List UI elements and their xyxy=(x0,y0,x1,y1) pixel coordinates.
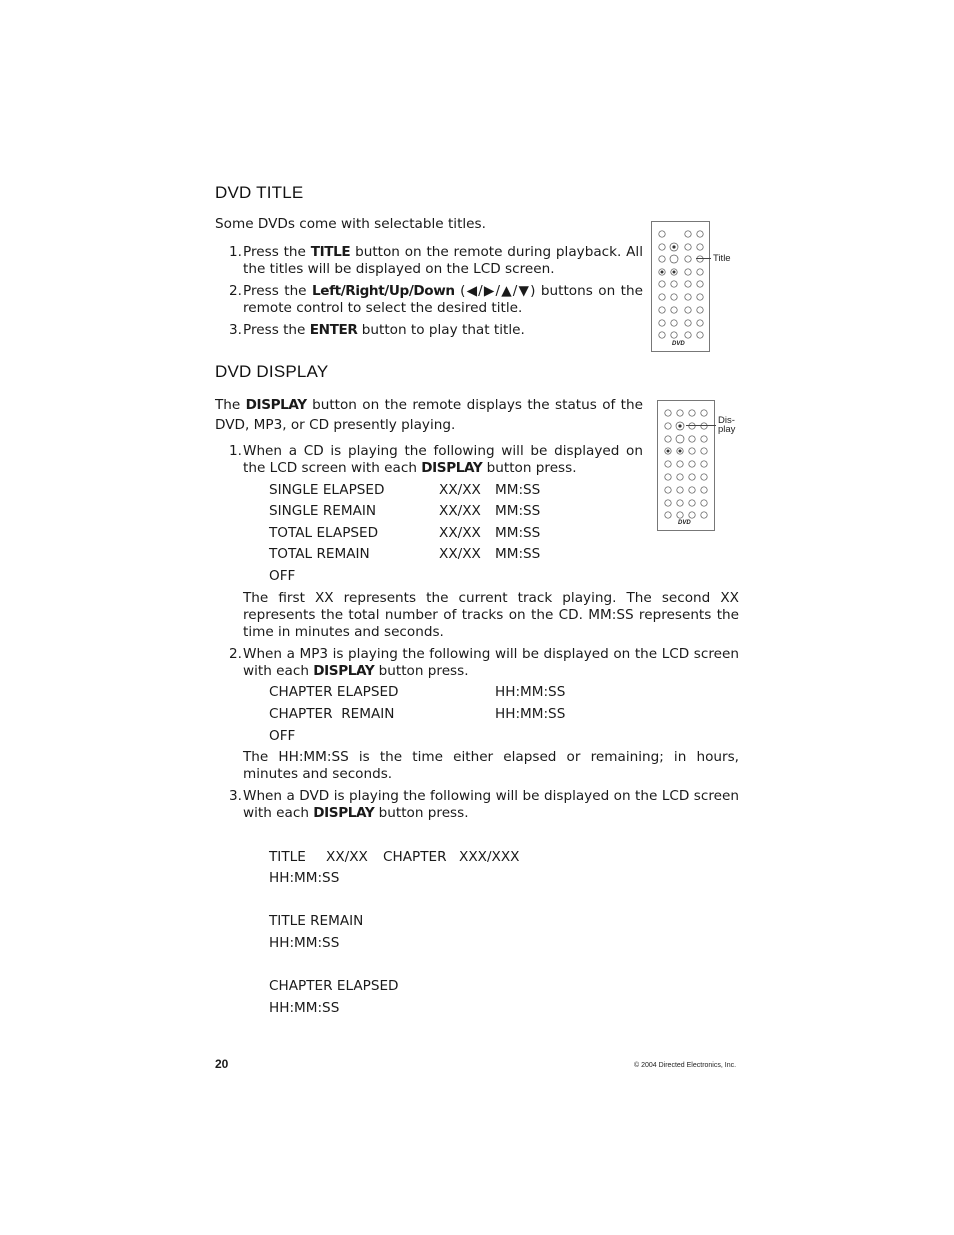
callout-line-title xyxy=(696,258,711,259)
step-text: button on the remote during playback. All the titles will be displayed on the LCD screen. xyxy=(243,244,643,277)
title-step-2 xyxy=(222,283,643,317)
cd-display-row xyxy=(269,546,569,563)
mp3-display-row xyxy=(269,706,589,723)
dvd-display-title-line xyxy=(269,849,569,866)
row-time: HH:MM:SS xyxy=(495,684,566,700)
title-button-ref: TITLE xyxy=(310,244,351,260)
cd-display-off: OFF xyxy=(269,568,296,584)
display-button-ref: DISPLAY xyxy=(421,460,483,476)
line-chapter: CHAPTER xyxy=(383,849,447,865)
mp3-note: The HH:MM:SS is the time either elapsed or remaining; in hours, minutes and seconds. xyxy=(243,749,739,782)
cd-note: The first XX represents the current track playing. The second XX represents the total number of tracks on the CD. MM:SS represents the time in minutes and seconds. xyxy=(243,590,739,640)
cd-display-row xyxy=(269,525,569,542)
step-text: Press the xyxy=(243,244,311,260)
remote-buttons-graphic xyxy=(658,401,714,530)
step-number: 3. xyxy=(229,322,242,338)
cd-display-row xyxy=(269,482,569,499)
dvd-display-time-1: HH:MM:SS xyxy=(269,870,340,886)
dvd-display-time-2: HH:MM:SS xyxy=(269,935,340,951)
display-step-3 xyxy=(222,788,739,822)
row-count: XX/XX xyxy=(439,503,481,519)
dvd-display-chapter-elapsed: CHAPTER ELAPSED xyxy=(269,978,399,994)
mp3-display-off: OFF xyxy=(269,728,296,744)
step-text: When a CD is playing the following will be displayed on the LCD screen with each xyxy=(243,443,643,476)
arrow-buttons-ref: Left/Right/Up/Down xyxy=(312,283,455,299)
page-number: 20 xyxy=(215,1057,229,1071)
row-time: MM:SS xyxy=(495,482,541,498)
section-heading-dvd-title: DVD TITLE xyxy=(215,183,304,202)
dvd-display-title-remain: TITLE REMAIN xyxy=(269,913,364,929)
row-label: CHAPTER ELAPSED xyxy=(269,684,399,700)
callout-title: Title xyxy=(713,253,731,264)
step-text: button to play that title. xyxy=(357,322,525,338)
copyright: © 2004 Directed Electronics, Inc. xyxy=(634,1062,737,1069)
cd-display-row xyxy=(269,503,569,520)
callout-line-display xyxy=(686,425,716,426)
remote-buttons-graphic xyxy=(652,222,709,351)
step-number: 3. xyxy=(229,788,242,804)
step-text: Press the xyxy=(243,322,310,338)
step-text: When a MP3 is playing the following will be displayed on the LCD screen with each xyxy=(243,646,739,679)
display-button-ref: DISPLAY xyxy=(313,663,375,679)
row-time: HH:MM:SS xyxy=(495,706,566,722)
row-count: XX/XX xyxy=(439,525,481,541)
title-step-3 xyxy=(222,322,643,339)
step-text: button press. xyxy=(482,460,577,476)
row-time: MM:SS xyxy=(495,525,541,541)
row-label: TOTAL ELAPSED xyxy=(269,525,379,541)
callout-display-line1: Dis- xyxy=(718,415,735,426)
step-text: buttons on the remote control to select the desired title. xyxy=(243,283,643,316)
display-step-1 xyxy=(222,443,643,477)
display-button-ref: DISPLAY xyxy=(245,397,307,413)
line-title: TITLE xyxy=(269,849,306,865)
display-intro xyxy=(215,395,643,435)
line-title-count: XX/XX xyxy=(326,849,368,865)
step-number: 1. xyxy=(229,443,242,459)
step-text: button press. xyxy=(374,805,469,821)
step-text: When a DVD is playing the following will be displayed on the LCD screen with each xyxy=(243,788,739,821)
remote-dvd-logo: DVD xyxy=(672,341,685,347)
step-number: 1. xyxy=(229,244,242,260)
row-count: XX/XX xyxy=(439,546,481,562)
step-text: button press. xyxy=(374,663,469,679)
mp3-display-row xyxy=(269,684,589,701)
intro-text: The xyxy=(215,397,246,413)
step-text: Press the xyxy=(243,283,313,299)
step-number: 2. xyxy=(229,283,242,299)
display-step-2 xyxy=(222,646,739,680)
row-time: MM:SS xyxy=(495,546,541,562)
dvd-display-time-3: HH:MM:SS xyxy=(269,1000,340,1016)
row-count: XX/XX xyxy=(439,482,481,498)
intro-text: button on the remote displays the status of the DVD, MP3, or CD presently playing. xyxy=(215,397,643,433)
display-button-ref: DISPLAY xyxy=(313,805,375,821)
step-number: 2. xyxy=(229,646,242,662)
enter-button-ref: ENTER xyxy=(309,322,358,338)
row-label: TOTAL REMAIN xyxy=(269,546,370,562)
remote-illustration-display xyxy=(657,400,715,531)
row-time: MM:SS xyxy=(495,503,541,519)
callout-display-line2: play xyxy=(718,424,736,435)
section-intro: Some DVDs come with selectable titles. xyxy=(215,216,486,232)
row-label: SINGLE REMAIN xyxy=(269,503,377,519)
title-step-1 xyxy=(222,244,643,278)
remote-illustration-title xyxy=(651,221,710,352)
remote-dvd-logo: DVD xyxy=(678,520,691,526)
row-label: CHAPTER REMAIN xyxy=(269,706,395,722)
line-chapter-count: XXX/XXX xyxy=(459,849,520,865)
section-heading-dvd-display: DVD DISPLAY xyxy=(215,362,329,381)
arrow-glyphs: (◀/▶/▲/▼) xyxy=(454,283,536,299)
row-label: SINGLE ELAPSED xyxy=(269,482,385,498)
